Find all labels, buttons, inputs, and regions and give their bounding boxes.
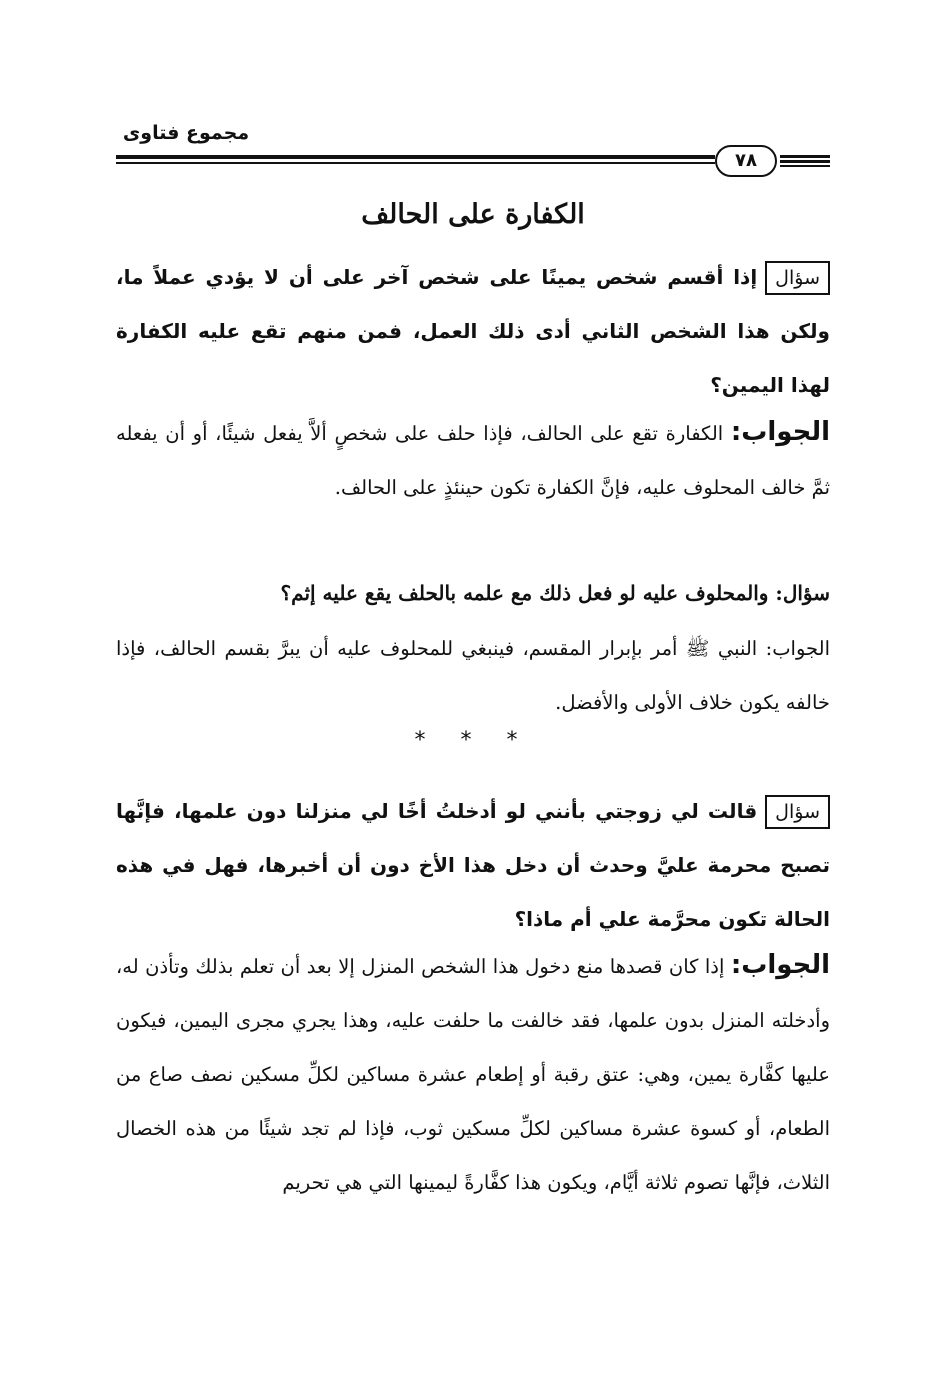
section-title: الكفارة على الحالف (361, 199, 585, 230)
question-1 (116, 250, 830, 412)
question-3-text: قالت لي زوجتي بأنني لو أدخلتُ أخًا لي منزلنا دون علمها، فإنَّها تصبح محرمة عليَّ وحدث أن دخل هذا الأخ دون أن أخبرها، فهل في هذه الحالة تكون محرَّمة علي أم ماذا؟ (116, 799, 830, 931)
running-title: مجموع فتاوى (122, 122, 250, 144)
answer-3-text: إذا كان قصدها منع دخول هذا الشخص المنزل إلا بعد أن تعلم بذلك وتأذن له، وأدخلته المنزل بدون علمها، فقد خالفت ما حلفت عليه، وهذا يجري مجرى اليمين، فيكون عليها كفَّارة يمين، وهي: عتق رقبة أو إطعام عشرة مساكين لكلِّ مسكين نصف صاع من الطعام، أو كسوة عشرة مساكين لكلِّ مسكين ثوب، فإذا لم تجد شيئًا من هذه الخصال الثلاث، فإنَّها تصوم ثلاثة أيَّام، ويكون هذا كفَّارةً ليمينها التي هي تحريم (116, 955, 830, 1194)
answer-1-text: الكفارة تقع على الحالف، فإذا حلف على شخصٍ ألاَّ يفعل شيئًا، أو أن يفعله ثمَّ خالف المحلوف عليه، فإنَّ الكفارة تكون حينئذٍ على الحالف. (116, 422, 830, 499)
header-rule-right (780, 155, 830, 158)
answer-3 (116, 938, 830, 1210)
header-rule-right (780, 160, 830, 163)
header-rule-right (780, 165, 830, 167)
question-label-box: سؤال (765, 795, 830, 829)
question-1-text: إذا أقسم شخص يمينًا على شخص آخر على أن لا يؤدي عملاً ما، ولكن هذا الشخص الثاني أدى ذلك العمل، فمن منهم تقع عليه الكفارة لهذا اليمين؟ (116, 265, 830, 397)
question-label-box: سؤال (765, 261, 830, 295)
answer-2: الجواب: النبي ﷺ أمر بإبرار المقسم، فينبغي للمحلوف عليه أن يبرَّ بقسم الحالف، فإذا خالفه يكون خلاف الأولى والأفضل. (116, 637, 830, 714)
answer-1 (116, 405, 830, 515)
answer-label: الجواب: (730, 417, 831, 447)
header-rule (116, 155, 715, 159)
separator-stars: * * * (414, 728, 532, 753)
header-rule-thin (116, 162, 715, 164)
answer-label: الجواب: (730, 950, 831, 980)
question-3 (116, 784, 830, 946)
question-2: سؤال: والمحلوف عليه لو فعل ذلك مع علمه بالحلف يقع عليه إثم؟ (280, 581, 830, 605)
page-number: ٧٨ (715, 145, 777, 177)
